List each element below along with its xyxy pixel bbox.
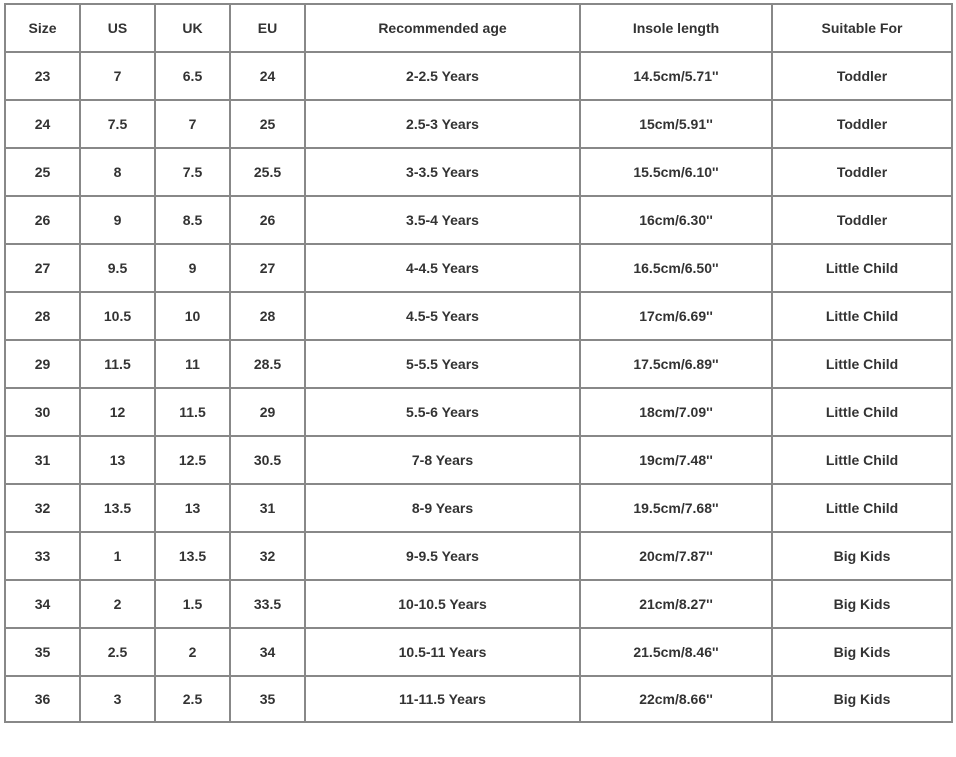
cell-recommended-age: 2-2.5 Years: [304, 51, 579, 99]
cell-us: 9: [79, 195, 154, 243]
cell-uk: 2.5: [154, 675, 229, 723]
cell-size: 36: [4, 675, 79, 723]
cell-recommended-age: 8-9 Years: [304, 483, 579, 531]
cell-recommended-age: 10-10.5 Years: [304, 579, 579, 627]
cell-us: 1: [79, 531, 154, 579]
cell-size: 30: [4, 387, 79, 435]
cell-recommended-age: 10.5-11 Years: [304, 627, 579, 675]
cell-recommended-age: 2.5-3 Years: [304, 99, 579, 147]
table-row: [4, 99, 953, 147]
table-row: [4, 243, 953, 291]
cell-suitable-for: Little Child: [771, 291, 953, 339]
header-suitable-for: Suitable For: [771, 3, 953, 51]
cell-eu: 28.5: [229, 339, 304, 387]
cell-insole-length: 17.5cm/6.89'': [579, 339, 771, 387]
cell-suitable-for: Little Child: [771, 243, 953, 291]
header-size: Size: [4, 3, 79, 51]
cell-suitable-for: Toddler: [771, 195, 953, 243]
table-row: [4, 675, 953, 723]
cell-recommended-age: 5-5.5 Years: [304, 339, 579, 387]
cell-size: 23: [4, 51, 79, 99]
header-recommended-age: Recommended age: [304, 3, 579, 51]
cell-insole-length: 22cm/8.66'': [579, 675, 771, 723]
cell-uk: 13: [154, 483, 229, 531]
cell-size: 29: [4, 339, 79, 387]
cell-insole-length: 15.5cm/6.10'': [579, 147, 771, 195]
cell-size: 28: [4, 291, 79, 339]
cell-insole-length: 19.5cm/7.68'': [579, 483, 771, 531]
cell-size: 27: [4, 243, 79, 291]
cell-insole-length: 16.5cm/6.50'': [579, 243, 771, 291]
header-row: [4, 3, 953, 51]
cell-insole-length: 15cm/5.91'': [579, 99, 771, 147]
header-us: US: [79, 3, 154, 51]
cell-us: 11.5: [79, 339, 154, 387]
cell-us: 7.5: [79, 99, 154, 147]
cell-eu: 35: [229, 675, 304, 723]
cell-uk: 9: [154, 243, 229, 291]
cell-eu: 30.5: [229, 435, 304, 483]
cell-uk: 13.5: [154, 531, 229, 579]
table-row: [4, 195, 953, 243]
cell-recommended-age: 3.5-4 Years: [304, 195, 579, 243]
cell-eu: 26: [229, 195, 304, 243]
table-row: [4, 51, 953, 99]
cell-recommended-age: 11-11.5 Years: [304, 675, 579, 723]
cell-us: 2.5: [79, 627, 154, 675]
table-row: [4, 483, 953, 531]
cell-uk: 2: [154, 627, 229, 675]
cell-us: 7: [79, 51, 154, 99]
cell-uk: 1.5: [154, 579, 229, 627]
cell-uk: 8.5: [154, 195, 229, 243]
cell-suitable-for: Little Child: [771, 483, 953, 531]
cell-uk: 11: [154, 339, 229, 387]
cell-uk: 12.5: [154, 435, 229, 483]
cell-eu: 29: [229, 387, 304, 435]
table-row: [4, 531, 953, 579]
cell-suitable-for: Toddler: [771, 99, 953, 147]
cell-eu: 24: [229, 51, 304, 99]
cell-suitable-for: Big Kids: [771, 531, 953, 579]
table-body: [4, 51, 953, 723]
cell-eu: 33.5: [229, 579, 304, 627]
header-uk: UK: [154, 3, 229, 51]
cell-eu: 28: [229, 291, 304, 339]
cell-recommended-age: 3-3.5 Years: [304, 147, 579, 195]
cell-insole-length: 19cm/7.48'': [579, 435, 771, 483]
cell-insole-length: 16cm/6.30'': [579, 195, 771, 243]
cell-eu: 25: [229, 99, 304, 147]
header-insole-length: Insole length: [579, 3, 771, 51]
cell-suitable-for: Little Child: [771, 387, 953, 435]
cell-suitable-for: Big Kids: [771, 579, 953, 627]
cell-recommended-age: 4-4.5 Years: [304, 243, 579, 291]
cell-suitable-for: Toddler: [771, 147, 953, 195]
cell-recommended-age: 5.5-6 Years: [304, 387, 579, 435]
table-row: [4, 435, 953, 483]
cell-recommended-age: 7-8 Years: [304, 435, 579, 483]
cell-recommended-age: 9-9.5 Years: [304, 531, 579, 579]
cell-us: 13: [79, 435, 154, 483]
cell-uk: 6.5: [154, 51, 229, 99]
cell-suitable-for: Big Kids: [771, 675, 953, 723]
cell-insole-length: 21cm/8.27'': [579, 579, 771, 627]
table-row: [4, 387, 953, 435]
cell-suitable-for: Little Child: [771, 435, 953, 483]
cell-eu: 25.5: [229, 147, 304, 195]
cell-size: 24: [4, 99, 79, 147]
cell-us: 3: [79, 675, 154, 723]
cell-recommended-age: 4.5-5 Years: [304, 291, 579, 339]
cell-insole-length: 20cm/7.87'': [579, 531, 771, 579]
cell-us: 2: [79, 579, 154, 627]
cell-size: 31: [4, 435, 79, 483]
cell-us: 9.5: [79, 243, 154, 291]
cell-size: 34: [4, 579, 79, 627]
cell-us: 10.5: [79, 291, 154, 339]
cell-suitable-for: Big Kids: [771, 627, 953, 675]
header-eu: EU: [229, 3, 304, 51]
cell-eu: 31: [229, 483, 304, 531]
cell-eu: 27: [229, 243, 304, 291]
table-row: [4, 291, 953, 339]
cell-us: 8: [79, 147, 154, 195]
cell-eu: 32: [229, 531, 304, 579]
cell-insole-length: 14.5cm/5.71'': [579, 51, 771, 99]
cell-size: 35: [4, 627, 79, 675]
cell-insole-length: 18cm/7.09'': [579, 387, 771, 435]
cell-uk: 11.5: [154, 387, 229, 435]
cell-size: 26: [4, 195, 79, 243]
size-chart-table: [4, 3, 953, 723]
cell-insole-length: 17cm/6.69'': [579, 291, 771, 339]
table-row: [4, 579, 953, 627]
cell-us: 13.5: [79, 483, 154, 531]
table-row: [4, 147, 953, 195]
cell-eu: 34: [229, 627, 304, 675]
cell-size: 25: [4, 147, 79, 195]
cell-uk: 7: [154, 99, 229, 147]
cell-insole-length: 21.5cm/8.46'': [579, 627, 771, 675]
cell-us: 12: [79, 387, 154, 435]
cell-suitable-for: Little Child: [771, 339, 953, 387]
cell-size: 33: [4, 531, 79, 579]
cell-size: 32: [4, 483, 79, 531]
cell-uk: 10: [154, 291, 229, 339]
table-row: [4, 339, 953, 387]
cell-uk: 7.5: [154, 147, 229, 195]
table-row: [4, 627, 953, 675]
cell-suitable-for: Toddler: [771, 51, 953, 99]
